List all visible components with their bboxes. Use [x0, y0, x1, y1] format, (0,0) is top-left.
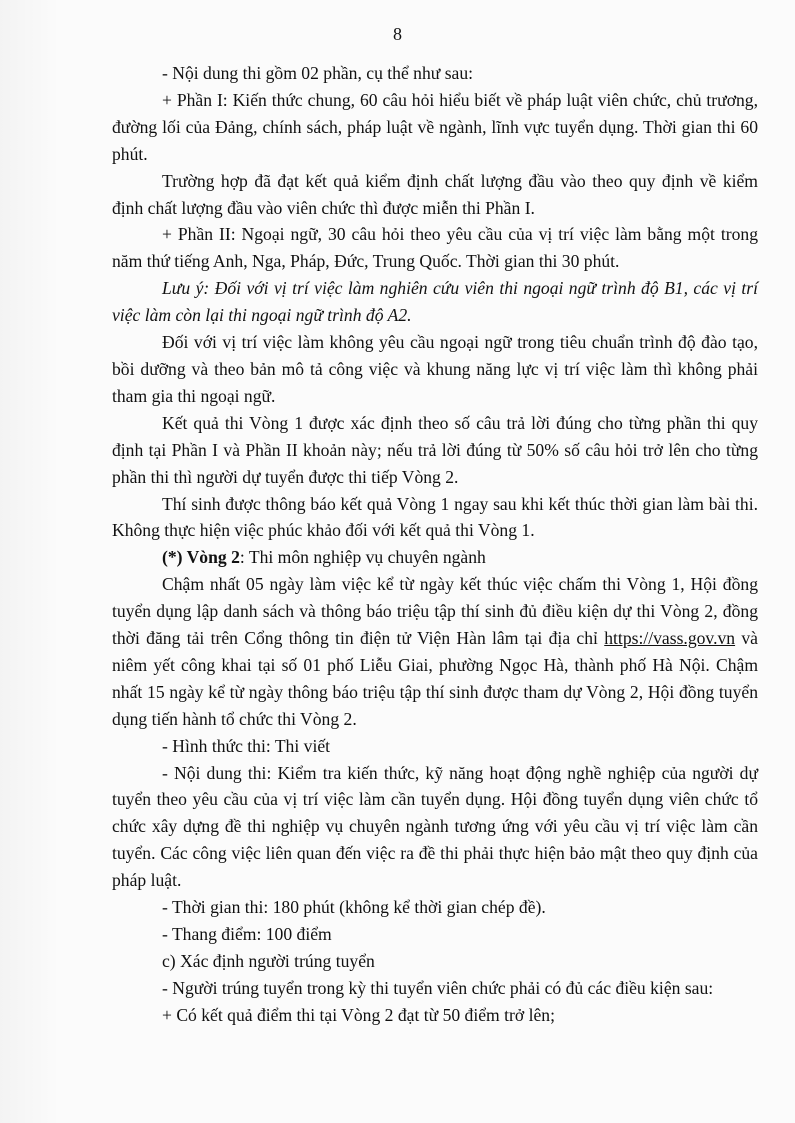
paragraph-condition-score: + Có kết quả điểm thi tại Vòng 2 đạt từ 50 điểm trở lên; [162, 1004, 555, 1025]
paragraph-winner-conditions: - Người trúng tuyển trong kỳ thi tuyển viên chức phải có đủ các điều kiện sau: [162, 977, 714, 998]
heading-round-2 [112, 544, 758, 571]
paragraph-part-1: + Phần I: Kiến thức chung, 60 câu hỏi hiểu biết về pháp luật viên chức, chủ trương, đường lối của Đảng, chính sách, pháp luật về ngành, lĩnh vực tuyển dụng. Thời gian thi 60 phút. [112, 89, 758, 164]
paragraph-exam-content: - Nội dung thi: Kiểm tra kiến thức, kỹ năng hoạt động nghề nghiệp của người dự tuyển theo yêu cầu của vị trí việc làm cần tuyển dụng. Hội đồng tuyển dụng viên chức tổ chức xây dựng đề thi nghiệp vụ chuyên ngành tương ứng với yêu cầu vị trí việc làm cần tuyển. Các công việc liên quan đến việc ra đề thi phải thực hiện bảo mật theo quy định của pháp luật. [112, 762, 758, 891]
paragraph-part-1-exemption: Trường hợp đã đạt kết quả kiểm định chất lượng đầu vào theo quy định về kiểm định chất lượng đầu vào viên chức thì được miễn thi Phần I. [112, 170, 758, 218]
vass-website-link[interactable]: https://vass.gov.vn [604, 628, 736, 649]
scan-edge-shadow [0, 0, 60, 1123]
paragraph-grading-scale: - Thang điểm: 100 điểm [162, 924, 332, 944]
paragraph-round-2-schedule [112, 571, 758, 732]
page-number: 8 [393, 24, 402, 44]
round-2-subject: : Thi môn nghiệp vụ chuyên ngành [239, 547, 486, 568]
heading-determine-winners: c) Xác định người trúng tuyển [162, 950, 375, 971]
paragraph-round-1-result: Kết quả thi Vòng 1 được xác định theo số câu trả lời đúng cho từng phần thi quy định tại Phần I và Phần II khoản này; nếu trả lời đúng từ 50% số câu hỏi trở lên cho từng phần thi thì người dự tuyển được thi tiếp Vòng 2. [112, 412, 758, 487]
paragraph-round-1-notification: Thí sinh được thông báo kết quả Vòng 1 ngay sau khi kết thúc thời gian làm bài thi. Không thực hiện việc phúc khảo đối với kết quả thi Vòng 1. [112, 493, 758, 541]
round-2-label: (*) Vòng 2 [162, 547, 240, 568]
paragraph-exam-content-intro: - Nội dung thi gồm 02 phần, cụ thể như sau: [162, 63, 474, 83]
paragraph-exam-format: - Hình thức thi: Thi viết [162, 735, 331, 756]
paragraph-note: Lưu ý: Đối với vị trí việc làm nghiên cứu viên thi ngoại ngữ trình độ B1, các vị trí việc làm còn lại thi ngoại ngữ trình độ A2. [112, 278, 758, 326]
paragraph-exam-duration: - Thời gian thi: 180 phút (không kể thời gian chép đề). [162, 897, 546, 918]
round-2-schedule-text-a: Chậm nhất 05 ngày làm việc kể từ ngày kết thúc việc chấm thi Vòng 1, Hội đồng tuyển dụng lập danh sách và thông báo triệu tập thí sinh đủ điều kiện dự thi Vòng 2, đồng thời đăng tải trên Cổng thông tin điện tử Viện Hàn lâm tại địa chỉ [112, 574, 758, 649]
round-2-schedule-text-b: và niêm yết công khai tại số 01 phố Liễu Giai, phường Ngọc Hà, thành phố Hà Nội. Chậm nhất 15 ngày kể từ ngày thông báo triệu tập thí sinh được tham dự Vòng 2, Hội đồng tuyển dụng tiến hành tổ chức thi Vòng 2. [112, 628, 758, 729]
paragraph-no-foreign-language: Đối với vị trí việc làm không yêu cầu ngoại ngữ trong tiêu chuẩn trình độ đào tạo, bồi dưỡng và theo bản mô tả công việc và khung năng lực vị trí việc làm thì không phải tham gia thi ngoại ngữ. [112, 332, 758, 406]
paragraph-part-2: + Phần II: Ngoại ngữ, 30 câu hỏi theo yêu cầu của vị trí việc làm bằng một trong năm thứ tiếng Anh, Nga, Pháp, Đức, Trung Quốc. Thời gian thi 30 phút. [112, 224, 758, 272]
document-body [112, 60, 758, 1029]
